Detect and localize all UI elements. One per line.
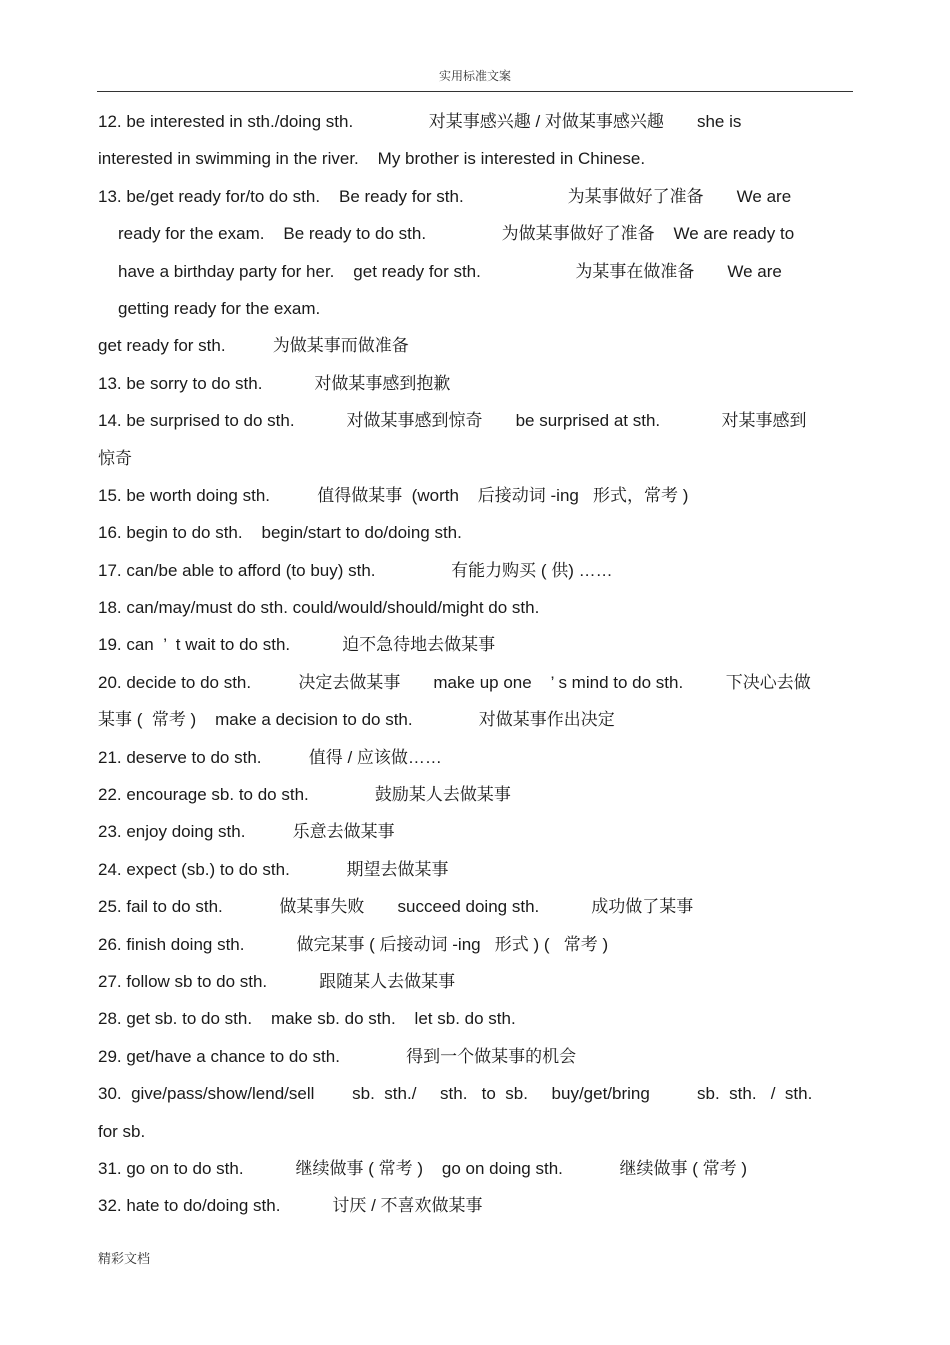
text-line: 29. get/have a chance to do sth. 得到一个做某事的机会 [98,1046,577,1066]
text-line: getting ready for the exam. [118,298,321,318]
page-footer: 精彩文档 [98,1251,151,1266]
text-line: get ready for sth. 为做某事而做准备 [98,336,409,356]
text-line: 19. can ’ t wait to do sth. 迫不急待地去做某事 [98,635,496,655]
text-line: 26. finish doing sth. 做完某事 ( 后接动词 -ing 形式 ) ( 常考 ) [98,934,609,954]
text-line: 17. can/be able to afford (to buy) sth. 有能力购买 ( 供) …… [98,560,613,580]
text-line: 30. give/pass/show/lend/sell sb. sth./ sth. to sb. buy/get/bring sb. sth. / sth. [98,1084,813,1104]
text-line: ready for the exam. Be ready to do sth. 为做某事做好了准备 We are ready to [118,224,795,244]
text-line: 惊奇 [98,448,132,468]
text-line: 28. get sb. to do sth. make sb. do sth. let sb. do sth. [98,1009,516,1029]
text-line: 24. expect (sb.) to do sth. 期望去做某事 [98,859,449,879]
text-line: 22. encourage sb. to do sth. 鼓励某人去做某事 [98,785,511,805]
text-line: 32. hate to do/doing sth. 讨厌 / 不喜欢做某事 [98,1196,483,1216]
header-divider [97,91,853,92]
text-line: 31. go on to do sth. 继续做事 ( 常考 ) go on doing sth. 继续做事 ( 常考 ) [98,1158,748,1178]
text-line: 13. be sorry to do sth. 对做某事感到抱歉 [98,373,451,393]
text-line: 13. be/get ready for/to do sth. Be ready for sth. 为某事做好了准备 We are [98,186,792,206]
text-line: have a birthday party for her. get ready for sth. 为某事在做准备 We are [118,261,782,281]
text-line: 14. be surprised to do sth. 对做某事感到惊奇 be surprised at sth. 对某事感到 [98,411,807,431]
text-line: 23. enjoy doing sth. 乐意去做某事 [98,822,395,842]
text-line: 12. be interested in sth./doing sth. 对某事感兴趣 / 对做某事感兴趣 she is [98,112,742,131]
text-line: 18. can/may/must do sth. could/would/should/might do sth. [98,598,540,618]
text-line: interested in swimming in the river. My brother is interested in Chinese. [98,149,646,169]
text-line: 25. fail to do sth. 做某事失败 succeed doing sth. 成功做了某事 [98,897,694,917]
document-body [98,103,850,1225]
text-line: 某事 ( 常考 ) make a decision to do sth. 对做某事作出决定 [98,710,615,730]
page-header: 实用标准文案 [438,69,511,83]
text-line: 27. follow sb to do sth. 跟随某人去做某事 [98,971,456,991]
text-line: 20. decide to do sth. 决定去做某事 make up one ’ s mind to do sth. 下决心去做 [98,672,811,692]
text-line: 15. be worth doing sth. 值得做某事 (worth 后接动词 -ing 形式，常考 ) [98,485,689,505]
text-line: 16. begin to do sth. begin/start to do/doing sth. [98,523,462,543]
text-line: 21. deserve to do sth. 值得 / 应该做…… [98,747,442,767]
text-line: for sb. [98,1121,146,1141]
